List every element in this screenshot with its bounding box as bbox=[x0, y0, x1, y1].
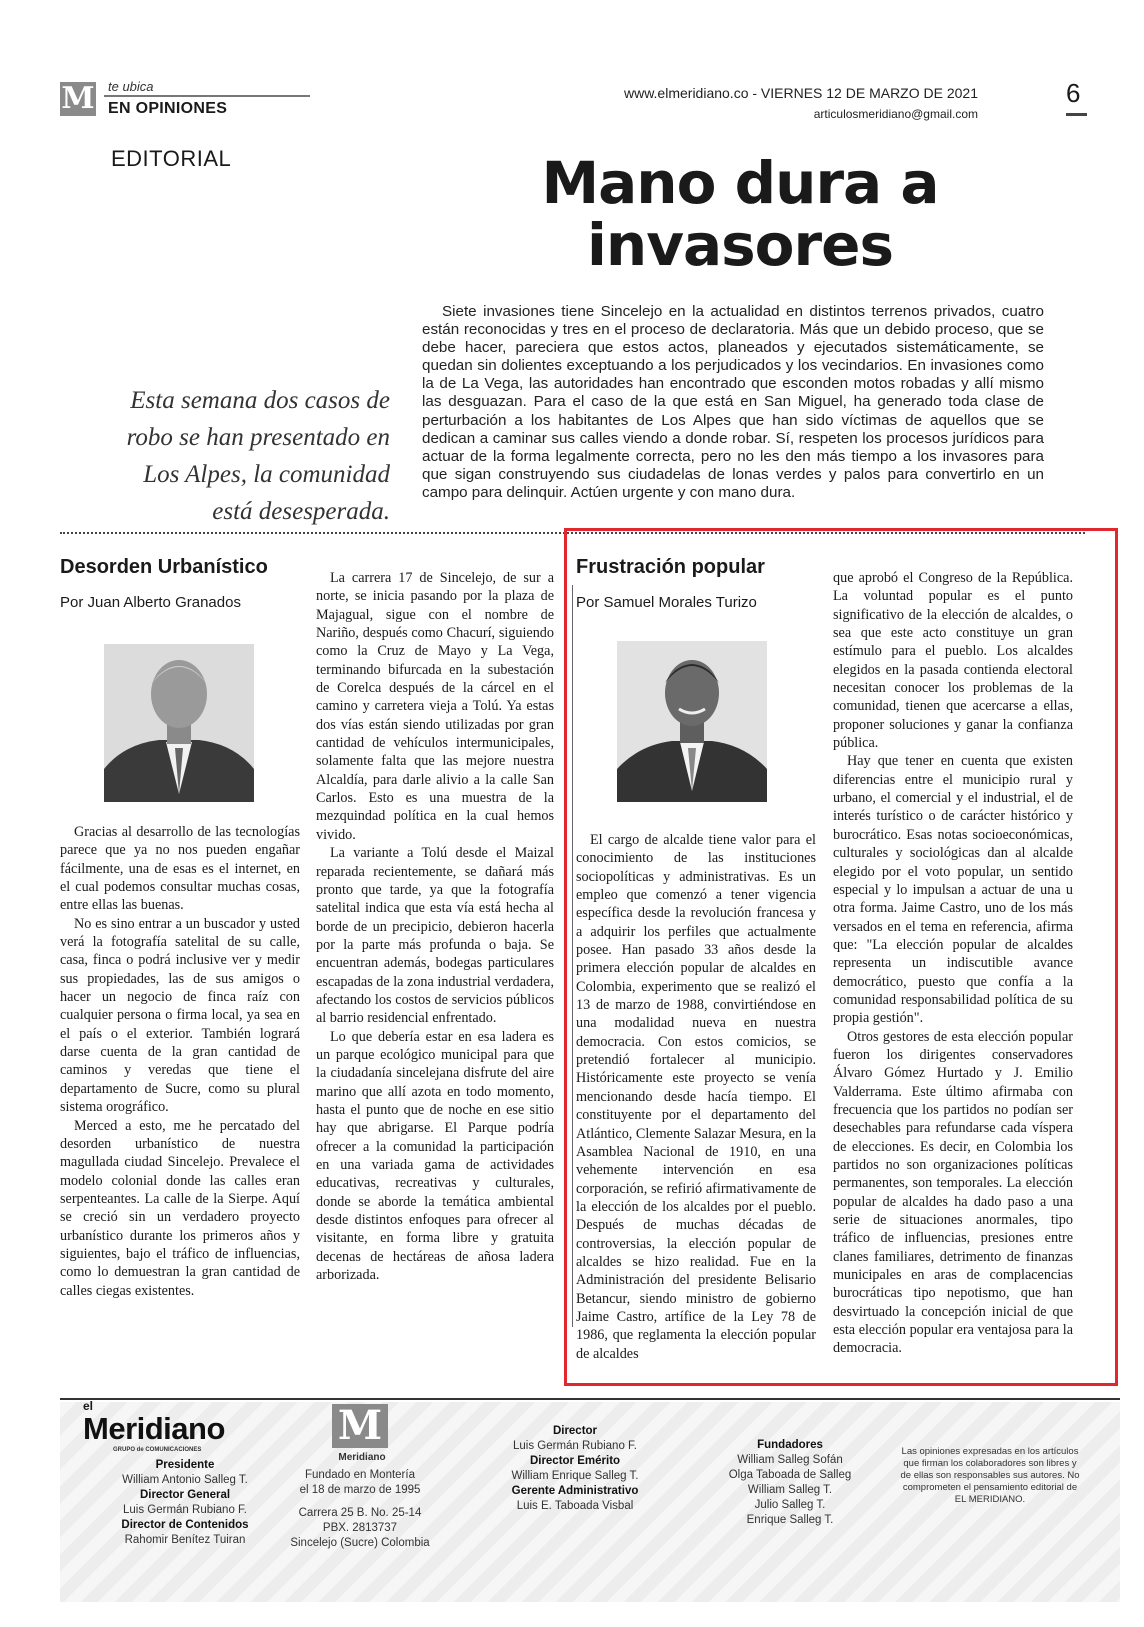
footer-staff-center bbox=[500, 1424, 650, 1514]
article-paragraph: que aprobó el Congreso de la República. La voluntad popular es el punto significativo de la elección de alcaldes, o sea que este acto constituye un gran estímulo para el pueblo. Los alcaldes elegidos en la pasada contienda electoral necesitan conocer los problemas de la comunidad, tienen que acercarse a ellas, proponer soluciones y ganar la confianza pública. bbox=[833, 570, 1073, 752]
highlight-box bbox=[564, 528, 1118, 1386]
brand-name: Meridiano bbox=[83, 1411, 225, 1446]
staff-role: Gerente Administrativo bbox=[511, 1485, 639, 1497]
footer-disclaimer: Las opiniones expresadas en los artículos que firman los colaboradores son libres y de ellas son responsables sus autores. No comprometen el pensamiento editorial de EL MERIDIANO. bbox=[900, 1446, 1080, 1505]
page-number-rule bbox=[1066, 113, 1087, 116]
staff-role: Director bbox=[552, 1425, 598, 1437]
footer-staff-left bbox=[70, 1458, 300, 1548]
article-paragraph: La variante a Tolú desde el Maizal reparada recientemente, se dañará más pronto que tarde, ya que la fotografía satelital indica que esta vía está hecha al borde de un precipicio, debieron hacerla por la parte más profunda o baja. Se encuentran además, bodegas particulares escapadas de la zona industrial verdadera, afectando los costos de servicios públicos al barrio residencial enfrentado. bbox=[316, 845, 554, 1027]
staff-name: William Enrique Salleg T. bbox=[511, 1470, 639, 1482]
footer-logo-icon: M bbox=[332, 1404, 388, 1448]
footer-brand bbox=[83, 1400, 263, 1454]
editorial-label: EDITORIAL bbox=[111, 146, 232, 171]
founder-name: William Salleg Sofán bbox=[737, 1454, 843, 1466]
footer-founders bbox=[715, 1438, 865, 1528]
article-paragraph: Otros gestores de esta elección popular fueron los dirigentes conservadores Álvaro Gómez Hurtado y J. Emilio Valderrama. Este último afirmaba con frecuencia que los partidos no podían ser desechables para refundarse cada víspera de elecciones. Es decir, en Colombia los partidos no son organizaciones políticas permanentes, son temporales. La elección popular de alcaldes ha dado paso a una serie de situaciones anormales, tipo tráfico de influencias, presiones entre clanes familiares, detrimento de finanzas municipales en aras de complacencias burocráticas tipo nepotismo, que han desvirtuado la concepción inicial de que esta elección popular era ventajosa para la democracia. bbox=[833, 1028, 1073, 1357]
brand-prefix: el bbox=[83, 1399, 94, 1413]
article-paragraph: Lo que debería estar en esa ladera es un parque ecológico municipal para que la ciudadanía sincelejana disfrute del aire marino que allí azota en todo momento, hasta el punto que de noche en ese sitio hay que abrigarse. El Parque podría ofrecer a la comunidad la participación en una variada gama de actividades educativas, recreativas y culturales, donde se aborde la temática ambiental desde distintos enfoques para ofrecer al visitante, en forma libre y gratuita decenas de hectáreas de añosa ladera arborizada. bbox=[316, 1028, 554, 1284]
footer-logo-word: Meridiano bbox=[338, 1452, 386, 1463]
editorial-headline: Mano dura a invasores bbox=[541, 149, 939, 279]
editorial-body bbox=[422, 303, 1044, 502]
staff-name: Luis Germán Rubiano F. bbox=[512, 1440, 637, 1452]
founder-name: Julio Salleg T. bbox=[754, 1499, 826, 1511]
phone[interactable]: PBX. 2813737 bbox=[322, 1522, 398, 1534]
section-rule bbox=[104, 95, 310, 97]
staff-name: Luis Germán Rubiano F. bbox=[122, 1504, 247, 1516]
city: Sincelejo (Sucre) Colombia bbox=[290, 1537, 430, 1549]
article-column bbox=[60, 823, 300, 1343]
staff-role: Director General bbox=[139, 1489, 231, 1501]
article-byline: Por Samuel Morales Turizo bbox=[576, 594, 757, 611]
section-name: EN OPINIONES bbox=[108, 100, 228, 117]
author-portrait-icon bbox=[104, 644, 254, 802]
editorial-paragraph: Siete invasiones tiene Sincelejo en la actualidad en distintos terrenos privados, cuatro están reconocidas y tres en el proceso de declaratoria. Más que un debido proceso, que se debe hacer, pareciera que estos actos, planeados y ejecutados sistemáticamente, se quedan sin dolientes exceptuando a los perjudicados y los vecindarios. En invasiones como la de La Vega, las autoridades han encontrado que esconden motos robadas y allí mismo las desguazan. Para el caso de la que está en San Miguel, ha generado toda clase de perturbación a los habitantes de Los Alpes que han sido víctimas de aquellos que se dedican a caminar sus calles viendo a donde robar. Sí, respeten los procesos jurídicos para actuar de la forma legalmente correcta, pero no les den más tiempo a los invasores para que sigan construyendo sus ciudadelas de lonas verdes y palos para convertirlo en un campo para delinquir. Actúen urgente y con mano dura. bbox=[422, 303, 1044, 501]
meridiano-logo-icon: M bbox=[61, 81, 95, 116]
founders-label: Fundadores bbox=[757, 1439, 823, 1451]
staff-name: Rahomir Benítez Tuiran bbox=[124, 1534, 246, 1546]
article-title: Frustración popular bbox=[576, 556, 765, 578]
editorial-pullquote: Esta semana dos casos de robo se han presentado en Los Alpes, la comunidad está desesperada. bbox=[126, 387, 390, 525]
founder-name: Olga Taboada de Salleg bbox=[728, 1469, 852, 1481]
footer-founded bbox=[285, 1468, 435, 1551]
staff-role: Presidente bbox=[155, 1459, 215, 1471]
article-column bbox=[316, 569, 554, 1347]
address: Carrera 25 B. No. 25-14 bbox=[298, 1507, 422, 1519]
article-paragraph: Hay que tener en cuenta que existen diferencias entre el municipio rural y urbano, el comercial y el industrial, el de interés turístico o de carácter histórico y burocrático. Esas notas socioeconómicas, culturales y sociológicas dan al alcalde elegido por el voto popular, un sentido especial y lo impulsan a actuar de una u otra forma. Jaime Castro, uno de los más versados en el tema en referencia, afirma que: "La elección popular de alcaldes representa un indiscutible avance democrático, puesto que confía a la comunidad responsabilidad política de su propia gestión". bbox=[833, 753, 1073, 1027]
founded-date: el 18 de marzo de 1995 bbox=[299, 1484, 421, 1496]
staff-role: Director Emérito bbox=[529, 1455, 621, 1467]
page-number: 6 bbox=[1066, 78, 1081, 108]
founded-line: Fundado en Montería bbox=[305, 1469, 415, 1481]
article-paragraph: El cargo de alcalde tiene valor para el conocimiento de las instituciones sociopolíticas y administrativas. Es un empleo que comenzó a tener vigencia específica desde la revolución francesa y a adquirir los perfiles que actualmente posee. Han pasado 33 años desde la primera elección popular de alcaldes en Colombia, experimento que se realizó el 13 de marzo de 1988, convirtiéndose en una modalidad nueva en nuestra democracia. Con estos comicios, se pretendió fortalecer al municipio. Históricamente este proyecto se venía mencionando desde hacía tiempo. El constituyente por el departamento del Atlántico, Clemente Salazar Mesura, en la Asamblea Nacional de 1910, en una vehemente intervención en esa corporación, se refirió afirmativamente de la elección de los alcaldes por el pueblo. Después de muchas décadas de controversias, la elección popular de alcaldes se hizo realidad. Fue en la Administración del presidente Belisario Betancur, siendo ministro de gobierno Jaime Castro, artífice de la Ley 78 de 1986, que reglamenta la elección popular de alcaldes bbox=[576, 832, 816, 1362]
tag-line: te ubica bbox=[108, 79, 154, 94]
staff-name: William Antonio Salleg T. bbox=[122, 1474, 248, 1486]
author-photo bbox=[104, 644, 254, 802]
contact-email[interactable]: articulosmeridiano@gmail.com bbox=[813, 107, 978, 121]
site-and-date[interactable]: www.elmeridiano.co - VIERNES 12 DE MARZO DE 2021 bbox=[623, 85, 978, 101]
article-paragraph: Merced a esto, me he percatado del desorden urbanístico de nuestra magullada ciudad Sincelejo. Prevalece el modelo colonial donde las calles eran serpenteantes. La calle de la Sierpe. Aquí se creció sin un verdadero proyecto urbanístico durante los primeros años y siguientes, bajo el tráfico de influencias, como lo demuestran la gran cantidad de calles ciegas existentes. bbox=[60, 1117, 300, 1299]
article-paragraph: Gracias al desarrollo de las tecnologías parece que ya no nos pueden engañar fácilmente, una de esas es el internet, en el cual podemos consultar muchas cosas, entre ellas las buenas. bbox=[60, 824, 300, 914]
brand-subtitle: GRUPO de COMUNICACIONES bbox=[113, 1447, 202, 1453]
staff-name: Luis E. Taboada Visbal bbox=[516, 1500, 634, 1512]
article-paragraph: La carrera 17 de Sincelejo, de sur a norte, se inicia pasando por la plaza de Majagual, sigue con el nombre de Nariño, después como Chacurí, siguiendo como la Cruz de Mayo y La Vega, terminando bifurcada en la subestación de Corelca después de la cárcel en el camino y carretera vieja a Tolú. Ya estas dos vías están siendo utilizadas por gran cantidad de vehículos intermunicipales, solamente falta que las mejore nuestra Alcaldía, para darle alivio a la calle San Carlos. Esto es una muestra de la mezquindad política en la cual hemos vivido. bbox=[316, 570, 554, 843]
article-paragraph: No es sino entrar a un buscador y usted verá la fotografía satelital de su calle, casa, finca o podrá inclusive ver y medir sus propiedades, las de sus amigos o hacer un negocio de finca raíz con cualquier persona o firma local, ya sea en el país o el exterior. También logrará darse cuenta de la gran cantidad de caminos y veredas que tiene el departamento de Sucre, como su plural sistema orográfico. bbox=[60, 915, 300, 1116]
article-title: Desorden Urbanístico bbox=[60, 556, 268, 578]
founder-name: William Salleg T. bbox=[747, 1484, 833, 1496]
founder-name: Enrique Salleg T. bbox=[746, 1514, 834, 1526]
staff-role: Director de Contenidos bbox=[121, 1519, 249, 1531]
article-byline: Por Juan Alberto Granados bbox=[60, 594, 241, 611]
